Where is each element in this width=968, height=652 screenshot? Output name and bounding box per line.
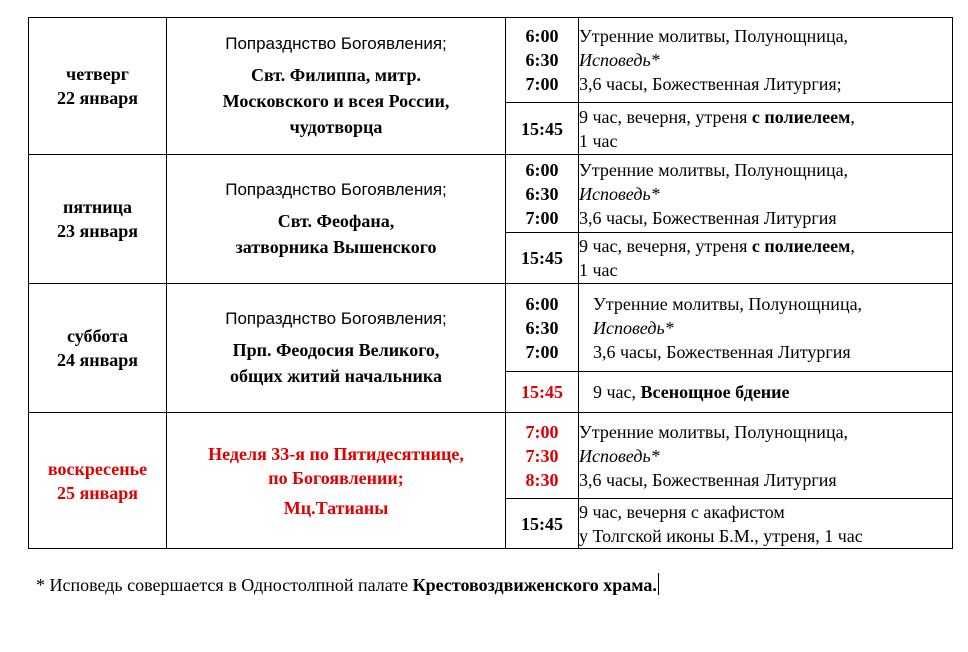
morning-times: 6:00 6:30 7:00 bbox=[506, 155, 579, 233]
footnote-bold: Крестовоздвиженского храма. bbox=[412, 575, 657, 595]
table-row bbox=[29, 413, 953, 499]
feast-cell bbox=[167, 18, 506, 155]
schedule-table bbox=[28, 17, 953, 549]
morning-services: Утренние молитвы, Полунощница, Исповедь* 3,6 часы, Божественная Литургия bbox=[579, 413, 953, 499]
feast-prefix: Попразднство Богоявления; bbox=[225, 34, 447, 53]
date: 22 января bbox=[56, 88, 139, 108]
day-cell: суббота 24 января bbox=[29, 284, 167, 413]
evening-time: 15:45 bbox=[506, 499, 579, 549]
feast-cell: Попразднство Богоявления; Свт. Феофана, затворника Вышенского bbox=[167, 155, 506, 284]
weekday: четверг bbox=[66, 64, 129, 84]
table-row bbox=[29, 155, 953, 233]
feast-saint: Прп. Феодосия Великого, общих житий начальника bbox=[230, 340, 442, 386]
evening-services: 9 час, Всенощное бдение bbox=[579, 372, 953, 413]
day-cell: воскресенье 25 января bbox=[29, 413, 167, 549]
evening-time: 15:45 bbox=[506, 233, 579, 284]
morning-services: Утренние молитвы, Полунощница, Исповедь* 3,6 часы, Божественная Литургия bbox=[579, 155, 953, 233]
morning-times: 6:00 6:30 7:00 bbox=[506, 284, 579, 372]
footnote bbox=[36, 573, 659, 597]
evening-services: 9 час, вечерня, утреня с полиелеем, 1 час bbox=[579, 103, 953, 155]
feast-saint: Свт. Феофана, затворника Вышенского bbox=[235, 211, 437, 257]
day-cell bbox=[29, 18, 167, 155]
morning-services: Утренние молитвы, Полунощница, Исповедь* 3,6 часы, Божественная Литургия; bbox=[579, 18, 953, 103]
evening-services: 9 час, вечерня с акафистом у Толгской иконы Б.М., утреня, 1 час bbox=[579, 499, 953, 549]
morning-services: Утренние молитвы, Полунощница, Исповедь* 3,6 часы, Божественная Литургия bbox=[579, 284, 953, 372]
evening-services: 9 час, вечерня, утреня с полиелеем, 1 час bbox=[579, 233, 953, 284]
footnote-text: * Исповедь совершается в Одностолпной палате bbox=[36, 575, 413, 595]
evening-time: 15:45 bbox=[506, 103, 579, 155]
feast-cell: Попразднство Богоявления; Прп. Феодосия Великого, общих житий начальника bbox=[167, 284, 506, 413]
day-cell: пятница 23 января bbox=[29, 155, 167, 284]
morning-times: 6:00 6:30 7:00 bbox=[506, 18, 579, 103]
table-row bbox=[29, 18, 953, 103]
evening-time: 15:45 bbox=[506, 372, 579, 413]
table-row bbox=[29, 284, 953, 372]
text-cursor bbox=[658, 573, 659, 595]
feast-saint: Свт. Филиппа, митр. Московского и всея России, чудотворца bbox=[222, 65, 450, 137]
morning-times: 7:00 7:30 8:30 bbox=[506, 413, 579, 499]
feast-cell: Неделя 33-я по Пятидесятнице, по Богоявлении; Мц.Татианы bbox=[167, 413, 506, 549]
